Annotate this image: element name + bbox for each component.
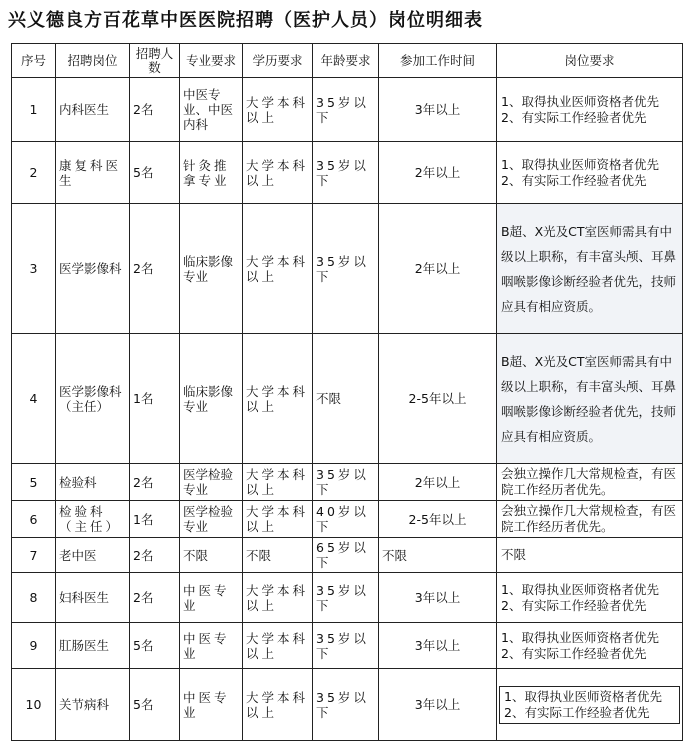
cell-work-time: 2-5年以上 — [379, 501, 497, 538]
requirement-line: 2、有实际工作经验者优先 — [501, 597, 647, 613]
cell-age: 40岁以下 — [313, 501, 379, 538]
requirement-line: 2、有实际工作经验者优先 — [501, 645, 647, 661]
cell-age: 35岁以下 — [313, 464, 379, 501]
cell-no: 1 — [12, 78, 56, 142]
requirement-line: 1、取得执业医师资格者优先 — [504, 688, 662, 704]
cell-count: 5名 — [130, 623, 180, 669]
cell-major: 不限 — [180, 538, 243, 573]
cell-age: 35岁以下 — [313, 623, 379, 669]
cell-education: 大学本科以上 — [243, 669, 313, 741]
cell-education: 大学本科以上 — [243, 204, 313, 334]
table-row — [12, 142, 683, 204]
cell-major: 临床影像专业 — [180, 204, 243, 334]
cell-count: 5名 — [130, 669, 180, 741]
cell-education: 不限 — [243, 538, 313, 573]
requirement-line: 1、取得执业医师资格者优先 — [501, 93, 659, 109]
cell-no: 4 — [12, 334, 56, 464]
cell-no: 8 — [12, 573, 56, 623]
recruitment-table — [11, 43, 683, 741]
header-age: 年龄要求 — [313, 44, 379, 78]
cell-education: 大学本科以上 — [243, 142, 313, 204]
cell-age: 不限 — [313, 334, 379, 464]
table-row — [12, 464, 683, 501]
requirement-line: 2、有实际工作经验者优先 — [504, 704, 650, 720]
cell-work-time: 3年以上 — [379, 573, 497, 623]
cell-count: 2名 — [130, 204, 180, 334]
table-row — [12, 538, 683, 573]
requirement-line: 1、取得执业医师资格者优先 — [501, 629, 659, 645]
cell-position: 肛肠医生 — [56, 623, 130, 669]
cell-work-time: 2年以上 — [379, 464, 497, 501]
cell-count: 1名 — [130, 334, 180, 464]
cell-major: 中医专业 — [180, 623, 243, 669]
cell-work-time: 2年以上 — [379, 142, 497, 204]
cell-requirements: B超、X光及CT室医师需具有中级以上职称，有丰富头颅、耳鼻咽喉影像诊断经验者优先，技师应具有相应资质。 — [497, 204, 683, 334]
table-row — [12, 334, 683, 464]
requirement-line: 1、取得执业医师资格者优先 — [501, 156, 659, 172]
cell-no: 3 — [12, 204, 56, 334]
cell-major: 中医专业 — [180, 573, 243, 623]
cell-no: 9 — [12, 623, 56, 669]
cell-count: 5名 — [130, 142, 180, 204]
cell-major: 中医专业、中医内科 — [180, 78, 243, 142]
table-header-row — [12, 44, 683, 78]
table-row — [12, 78, 683, 142]
cell-age: 35岁以下 — [313, 142, 379, 204]
cell-education: 大学本科以上 — [243, 78, 313, 142]
cell-position: 医学影像科（主任） — [56, 334, 130, 464]
cell-work-time: 3年以上 — [379, 669, 497, 741]
header-work-time: 参加工作时间 — [379, 44, 497, 78]
cell-education: 大学本科以上 — [243, 334, 313, 464]
cell-requirements: 会独立操作几大常规检查，有医院工作经历者优先。 — [497, 464, 683, 501]
requirement-line: 1、取得执业医师资格者优先 — [501, 581, 659, 597]
cell-position: 老中医 — [56, 538, 130, 573]
cell-count: 2名 — [130, 573, 180, 623]
cell-age: 35岁以下 — [313, 573, 379, 623]
cell-requirements — [497, 623, 683, 669]
cell-age: 35岁以下 — [313, 204, 379, 334]
requirement-line: 2、有实际工作经验者优先 — [501, 172, 647, 188]
cell-position: 检验科 — [56, 464, 130, 501]
cell-count: 2名 — [130, 464, 180, 501]
cell-work-time: 2年以上 — [379, 204, 497, 334]
cell-count: 1名 — [130, 501, 180, 538]
cell-work-time: 不限 — [379, 538, 497, 573]
header-requirements: 岗位要求 — [497, 44, 683, 78]
header-position: 招聘岗位 — [56, 44, 130, 78]
cell-requirements: 不限 — [497, 538, 683, 573]
cell-work-time: 3年以上 — [379, 78, 497, 142]
cell-major: 医学检验专业 — [180, 464, 243, 501]
cell-major: 针灸推拿专业 — [180, 142, 243, 204]
cell-requirements — [497, 142, 683, 204]
cell-education: 大学本科以上 — [243, 573, 313, 623]
requirement-line: 2、有实际工作经验者优先 — [501, 109, 647, 125]
requirements-box — [499, 686, 680, 724]
cell-age: 65岁以下 — [313, 538, 379, 573]
header-education: 学历要求 — [243, 44, 313, 78]
cell-count: 2名 — [130, 78, 180, 142]
table-row — [12, 669, 683, 741]
header-count: 招聘人数 — [130, 44, 180, 78]
cell-work-time: 2-5年以上 — [379, 334, 497, 464]
cell-requirements — [497, 573, 683, 623]
cell-age: 35岁以下 — [313, 78, 379, 142]
table-row — [12, 573, 683, 623]
cell-no: 7 — [12, 538, 56, 573]
table-row — [12, 623, 683, 669]
header-no: 序号 — [12, 44, 56, 78]
cell-no: 6 — [12, 501, 56, 538]
table-row — [12, 204, 683, 334]
cell-requirements: 会独立操作几大常规检查，有医院工作经历者优先。 — [497, 501, 683, 538]
cell-education: 大学本科以上 — [243, 501, 313, 538]
cell-position: 康复科医生 — [56, 142, 130, 204]
page-title: 兴义德良方百花草中医医院招聘（医护人员）岗位明细表 — [8, 10, 483, 31]
cell-position: 医学影像科 — [56, 204, 130, 334]
cell-no: 2 — [12, 142, 56, 204]
cell-requirements — [497, 78, 683, 142]
header-major: 专业要求 — [180, 44, 243, 78]
cell-no: 10 — [12, 669, 56, 741]
table-row — [12, 501, 683, 538]
cell-education: 大学本科以上 — [243, 623, 313, 669]
cell-major: 临床影像专业 — [180, 334, 243, 464]
cell-requirements: B超、X光及CT室医师需具有中级以上职称，有丰富头颅、耳鼻咽喉影像诊断经验者优先，技师应具有相应资质。 — [497, 334, 683, 464]
cell-age: 35岁以下 — [313, 669, 379, 741]
cell-no: 5 — [12, 464, 56, 501]
cell-position: 内科医生 — [56, 78, 130, 142]
cell-work-time: 3年以上 — [379, 623, 497, 669]
cell-requirements — [497, 669, 683, 741]
cell-major: 中医专业 — [180, 669, 243, 741]
cell-position: 关节病科 — [56, 669, 130, 741]
cell-position: 检验科（主任） — [56, 501, 130, 538]
cell-position: 妇科医生 — [56, 573, 130, 623]
cell-education: 大学本科以上 — [243, 464, 313, 501]
cell-major: 医学检验专业 — [180, 501, 243, 538]
cell-count: 2名 — [130, 538, 180, 573]
